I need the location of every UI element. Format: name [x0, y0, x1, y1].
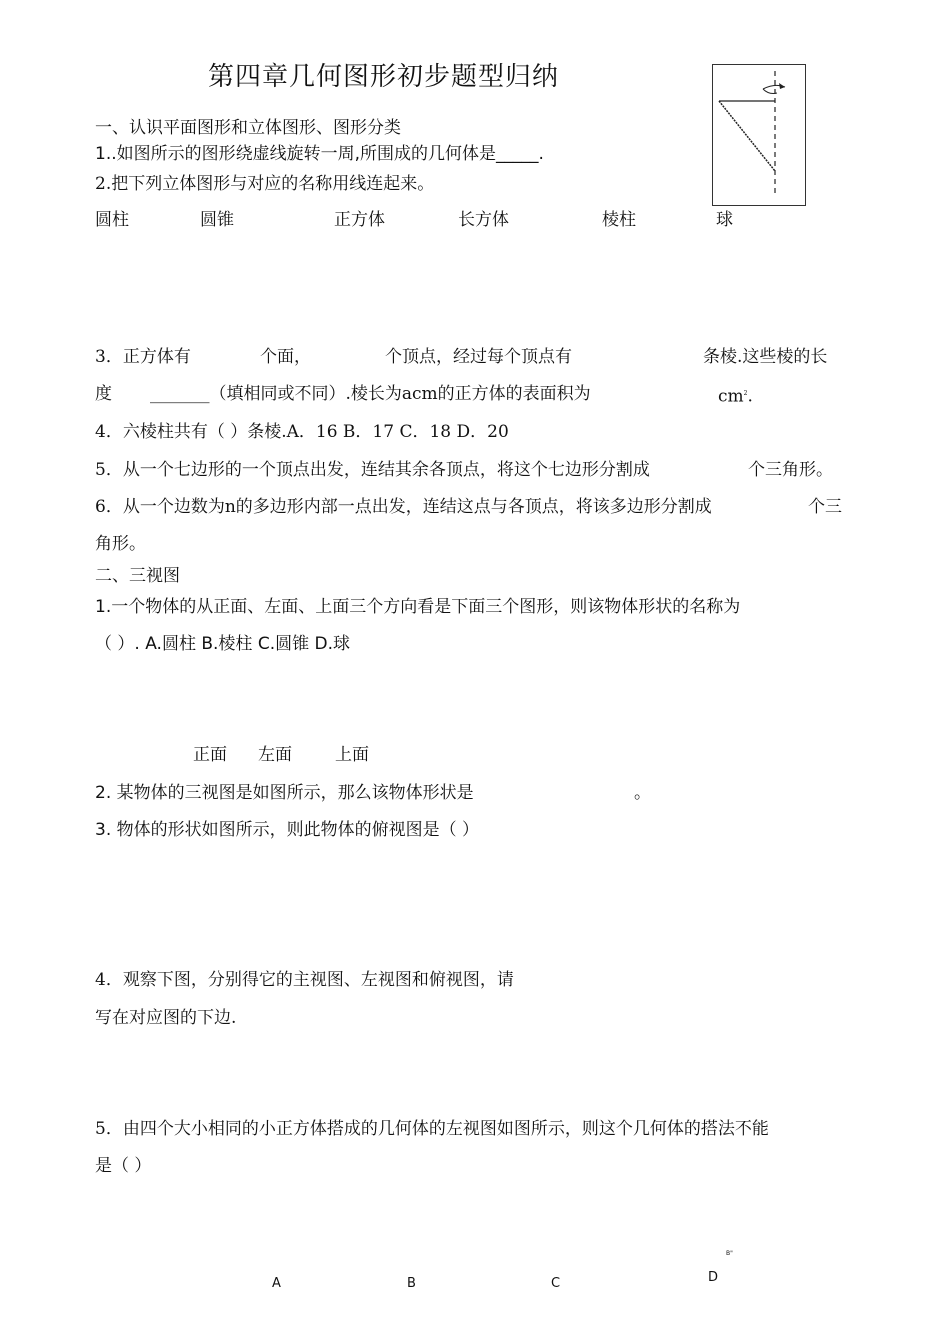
shape-name-cone: 圆锥	[200, 210, 234, 230]
question-1-3-part-a: 3．正方体有	[95, 347, 191, 367]
view-label-top: 上面	[335, 745, 369, 765]
question-2-4-line1: 4．观察下图，分别得它的主视图、左视图和俯视图，请	[95, 970, 514, 990]
question-1-3-part-c: 个顶点，经过每个顶点有	[385, 347, 572, 367]
view-label-front: 正面	[193, 745, 227, 765]
tiny-marker-label: B"	[726, 1250, 733, 1257]
shape-name-sphere: 球	[716, 210, 733, 230]
option-b-label: B	[407, 1276, 416, 1291]
question-1-6-part-a: 6．从一个边数为n的多边形内部一点出发，连结这点与各顶点，将该多边形分割成	[95, 497, 712, 517]
shape-name-cube: 正方体	[334, 210, 385, 230]
question-1-4: 4．六棱柱共有（ ）条棱.A．16 B．17 C．18 D．20	[95, 422, 509, 442]
shape-name-cuboid: 长方体	[458, 210, 509, 230]
question-1-5-part-a: 5．从一个七边形的一个顶点出发，连结其余各顶点，将这个七边形分割成	[95, 460, 650, 480]
section-heading-1: 一、认识平面图形和立体图形、图形分类	[95, 118, 401, 138]
shape-name-cylinder: 圆柱	[95, 210, 129, 230]
question-1-3-part-b: 个面，	[260, 347, 311, 367]
question-2-2-part-b: 。	[634, 783, 651, 803]
question-1-3-line2-unit	[718, 384, 753, 407]
rotation-figure	[712, 64, 806, 206]
shape-name-prism: 棱柱	[602, 210, 636, 230]
question-1-3-line2-b: _______（填相同或不同）.棱长为acm的正方体的表面积为	[150, 384, 591, 404]
view-label-left: 左面	[258, 745, 292, 765]
question-2-3: 3. 物体的形状如图所示，则此物体的俯视图是（ ）	[95, 820, 480, 840]
question-2-1-line2: （ ）. A.圆柱 B.棱柱 C.圆锥 D.球	[95, 634, 350, 654]
question-1-6-part-c: 角形。	[95, 534, 146, 554]
question-2-4-line2: 写在对应图的下边.	[95, 1008, 237, 1028]
page-title: 第四章几何图形初步题型归纳	[208, 62, 560, 92]
question-1-2: 2.把下列立体图形与对应的名称用线连起来。	[95, 174, 435, 194]
unit-text: cm	[718, 386, 744, 407]
question-1-6-part-b: 个三	[808, 497, 842, 517]
question-2-5-line1: 5．由四个大小相同的小正方体搭成的几何体的左视图如图所示，则这个几何体的搭法不能	[95, 1119, 769, 1139]
option-a-label: A	[272, 1276, 281, 1291]
question-1-3-line2-a: 度	[95, 384, 112, 404]
triangle-axis-icon	[713, 65, 805, 205]
unit-period: .	[747, 386, 753, 407]
question-1-5-part-b: 个三角形。	[748, 460, 833, 480]
option-c-label: C	[551, 1276, 561, 1291]
question-2-1-line1: 1.一个物体的从正面、左面、上面三个方向看是下面三个图形，则该物体形状的名称为	[95, 597, 741, 617]
question-2-5-line2: 是（ ）	[95, 1156, 152, 1176]
option-d-label: D	[708, 1270, 719, 1285]
section-heading-2: 二、三视图	[95, 566, 180, 586]
question-1-1: 1..如图所示的图形绕虚线旋转一周,所围成的几何体是_____.	[95, 144, 544, 164]
question-2-2-part-a: 2. 某物体的三视图是如图所示，那么该物体形状是	[95, 783, 474, 803]
question-1-3-part-d: 条棱.这些棱的长	[703, 347, 828, 367]
unit-superscript: 2	[743, 390, 748, 397]
